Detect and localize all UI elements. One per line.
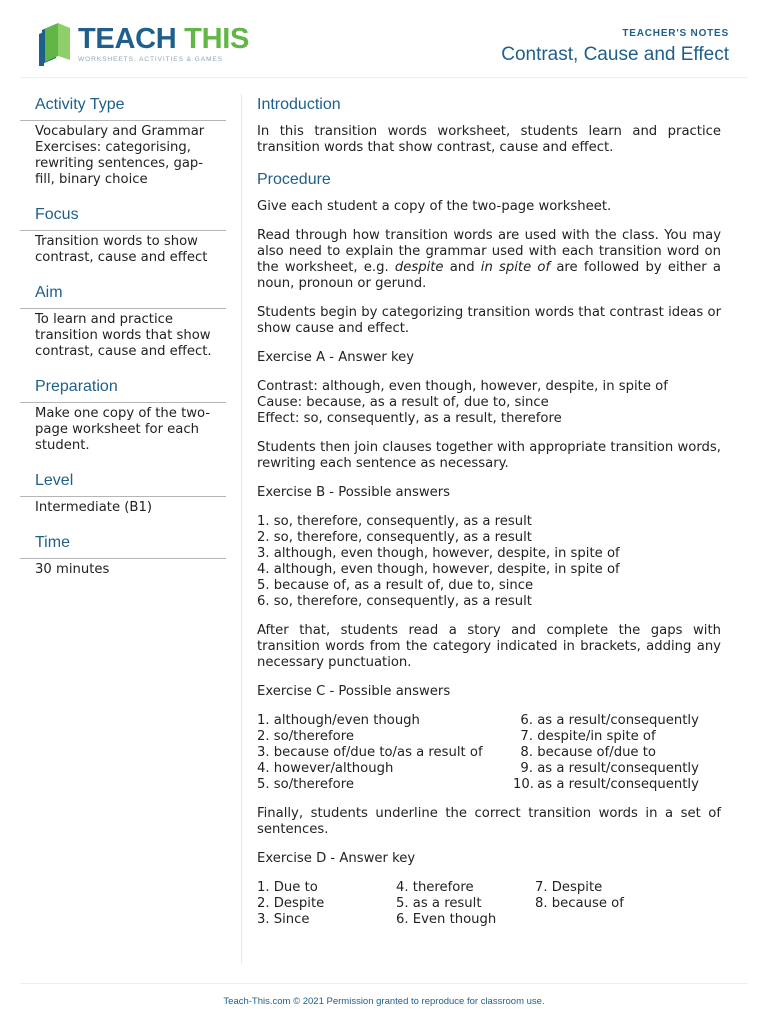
answer-line: 9. as a result/consequently	[520, 761, 699, 776]
answer-line: 10. as a result/consequently	[513, 777, 699, 792]
procedure-paragraph: Read through how transition words are used with the class. You may also need to explain the grammar used with each transition word on the worksheet, e.g. despite and in spite of are followed by either a noun, pronoun or gerund.	[257, 228, 721, 291]
sidebar-heading: Level	[20, 470, 226, 497]
footer-divider	[20, 983, 748, 984]
answer-line: 7. Despite	[535, 880, 603, 895]
answer-column	[257, 880, 396, 928]
answer-line: 5. as a result	[396, 896, 482, 911]
answer-column	[535, 880, 624, 928]
answer-column	[513, 713, 699, 793]
logo-wordmark: TEACH THIS	[78, 23, 250, 55]
exercise-d-title: Exercise D - Answer key	[257, 851, 416, 866]
column-divider	[241, 94, 242, 964]
answer-line: 1. so, therefore, consequently, as a result	[257, 514, 532, 529]
teach-this-logo[interactable]	[36, 22, 249, 66]
page-title: Contrast, Cause and Effect	[501, 44, 729, 65]
sidebar-section-activity-type	[20, 94, 226, 188]
sidebar-section-focus	[20, 204, 226, 266]
answer-line: 7. despite/in spite of	[520, 729, 656, 744]
answer-line: Contrast: although, even though, however, despite, in spite of	[257, 379, 668, 394]
answer-line: 4. therefore	[396, 880, 474, 895]
answer-line: 8. because of/due to	[520, 745, 656, 760]
exercise-a-answers	[257, 379, 721, 427]
answer-line: Cause: because, as a result of, due to, since	[257, 395, 549, 410]
sidebar-text: Make one copy of the two-page worksheet for each student.	[35, 406, 211, 453]
procedure-paragraph: Give each student a copy of the two-page worksheet.	[257, 199, 612, 214]
sidebar-heading: Aim	[20, 282, 226, 309]
answer-line: 5. because of, as a result of, due to, since	[257, 578, 534, 593]
answer-line: 4. although, even though, however, despite, in spite of	[257, 562, 620, 577]
answer-line: 3. Since	[257, 912, 310, 927]
exercise-c-answers	[257, 713, 721, 793]
exercise-a-title: Exercise A - Answer key	[257, 350, 415, 365]
header-divider	[20, 77, 748, 78]
exercise-b-title: Exercise B - Possible answers	[257, 485, 451, 500]
sidebar-section-aim	[20, 282, 226, 360]
procedure-paragraph: Finally, students underline the correct transition words in a set of sentences.	[257, 806, 721, 837]
introduction-heading: Introduction	[257, 96, 341, 113]
introduction-text: In this transition words worksheet, students learn and practice transition words that show contrast, cause and effect.	[257, 124, 721, 155]
answer-column	[396, 880, 535, 928]
answer-line: 3. although, even though, however, despite, in spite of	[257, 546, 620, 561]
sidebar-text: Vocabulary and Grammar Exercises: categorising, rewriting sentences, gap-fill, binary choice	[35, 124, 205, 187]
procedure-heading: Procedure	[257, 171, 331, 188]
sidebar-text: 30 minutes	[35, 562, 110, 577]
sidebar	[20, 94, 226, 594]
sidebar-heading: Time	[20, 532, 226, 559]
sidebar-section-preparation	[20, 376, 226, 454]
answer-line: 1. Due to	[257, 880, 318, 895]
sidebar-heading: Focus	[20, 204, 226, 231]
answer-line: 6. so, therefore, consequently, as a result	[257, 594, 532, 609]
answer-line: 6. Even though	[396, 912, 497, 927]
answer-line: 1. although/even though	[257, 713, 420, 728]
exercise-b-answers	[257, 514, 721, 610]
page-header	[0, 0, 768, 78]
answer-line: 6. as a result/consequently	[520, 713, 699, 728]
footer-copyright: Teach-This.com © 2021 Permission granted to reproduce for classroom use.	[223, 996, 545, 1007]
procedure-paragraph: Students then join clauses together with appropriate transition words, rewriting each sentence as necessary.	[257, 440, 721, 471]
sidebar-text: Intermediate (B1)	[35, 500, 153, 515]
answer-line: Effect: so, consequently, as a result, therefore	[257, 411, 562, 426]
answer-line: 3. because of/due to/as a result of	[257, 745, 483, 760]
procedure-paragraph: After that, students read a story and complete the gaps with transition words from the category indicated in brackets, adding any necessary punctuation.	[257, 623, 721, 670]
answer-line: 2. Despite	[257, 896, 325, 911]
main-content	[257, 94, 721, 941]
answer-line: 8. because of	[535, 896, 624, 911]
sidebar-section-time	[20, 532, 226, 578]
exercise-d-answers	[257, 880, 721, 928]
answer-line: 5. so/therefore	[257, 777, 354, 792]
answer-line: 2. so/therefore	[257, 729, 354, 744]
sidebar-heading: Preparation	[20, 376, 226, 403]
logo-tagline: WORKSHEETS, ACTIVITIES & GAMES	[78, 56, 223, 63]
teachers-notes-label: TEACHER'S NOTES	[622, 28, 729, 39]
sidebar-text: Transition words to show contrast, cause and effect	[35, 234, 208, 265]
answer-line: 4. however/although	[257, 761, 394, 776]
procedure-paragraph: Students begin by categorizing transition words that contrast ideas or show cause and effect.	[257, 305, 721, 336]
sidebar-section-level	[20, 470, 226, 516]
sidebar-text: To learn and practice transition words that show contrast, cause and effect.	[35, 312, 212, 359]
answer-column	[257, 713, 513, 793]
answer-line: 2. so, therefore, consequently, as a result	[257, 530, 532, 545]
exercise-c-title: Exercise C - Possible answers	[257, 684, 451, 699]
sidebar-heading: Activity Type	[20, 94, 226, 121]
book-logo-icon	[36, 22, 74, 66]
